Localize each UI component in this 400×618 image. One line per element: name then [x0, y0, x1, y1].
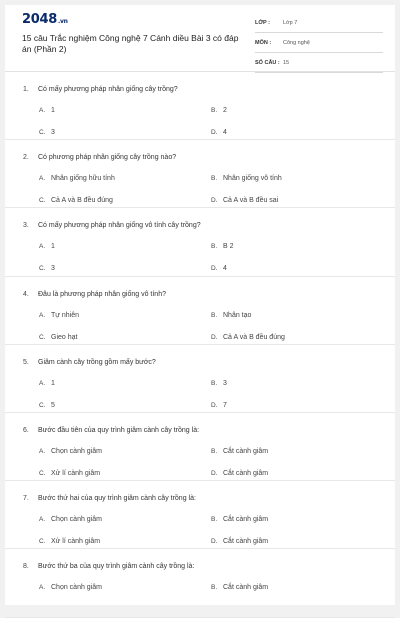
option-letter: D. [211, 129, 218, 136]
option-letter: C. [39, 333, 46, 341]
answer-option[interactable] [39, 470, 100, 477]
answer-option[interactable] [39, 402, 55, 409]
question-item [5, 549, 395, 617]
option-text: Nhân tạo [223, 311, 252, 319]
question-item [5, 277, 395, 345]
question-text: Giâm cành cây trồng gồm mấy bước? [38, 358, 156, 366]
option-letter: D. [211, 469, 218, 477]
answer-option[interactable] [39, 538, 100, 545]
answer-option[interactable] [211, 175, 282, 182]
option-text: 2 [223, 107, 227, 114]
option-text: 5 [51, 401, 55, 409]
answer-option[interactable] [39, 334, 77, 341]
answer-option[interactable] [39, 107, 55, 114]
question-number: 4. [23, 290, 29, 298]
option-letter: B. [211, 516, 218, 524]
option-letter: A. [39, 243, 46, 251]
question-text: Có mấy phương pháp nhân giống vô tính cây trồng? [38, 222, 201, 230]
option-letter: C. [39, 197, 46, 205]
option-letter: C. [39, 469, 46, 477]
meta-info [255, 16, 383, 76]
meta-value: Công nghệ [283, 40, 310, 46]
option-letter: B. [211, 107, 218, 114]
answer-option[interactable] [211, 197, 278, 204]
option-text: Xử lí cành giâm [51, 538, 101, 546]
meta-label: LỚP : [255, 20, 270, 26]
meta-label: SỐ CÂU : [255, 60, 280, 66]
question-text: Bước thứ hai của quy trình giâm cành cây trồng là: [38, 495, 196, 503]
option-text: Chọn cành giâm [51, 584, 102, 592]
question-item [5, 481, 395, 549]
option-text: 3 [223, 379, 227, 387]
option-text: Cắt cành giâm [223, 584, 269, 592]
option-letter: A. [39, 379, 46, 387]
question-list [5, 72, 395, 618]
answer-option[interactable] [39, 380, 55, 387]
answer-option[interactable] [211, 516, 268, 523]
option-text: Cả A và B đều sai [223, 197, 279, 205]
question-number: 3. [23, 222, 29, 230]
option-text: Cắt cành giâm [223, 469, 269, 477]
option-letter: B. [211, 243, 218, 251]
question-number: 6. [23, 426, 29, 434]
answer-option[interactable] [211, 402, 227, 409]
option-text: Nhân giống vô tính [223, 175, 282, 183]
option-letter: D. [211, 401, 218, 409]
option-text: 4 [223, 129, 227, 136]
answer-option[interactable] [39, 175, 115, 182]
question-item [5, 208, 395, 276]
option-text: Cả A và B đều đúng [223, 333, 285, 341]
answer-option[interactable] [39, 129, 55, 136]
worksheet-page [5, 5, 395, 605]
option-letter: D. [211, 197, 218, 205]
option-text: 1 [51, 243, 55, 251]
option-text: Chọn cành giâm [51, 447, 102, 455]
question-item [5, 413, 395, 481]
answer-option[interactable] [39, 516, 102, 523]
question-item [5, 72, 395, 140]
question-text: Bước đầu tiên của quy trình giâm cành cây trồng là: [38, 426, 200, 434]
answer-option[interactable] [211, 265, 227, 272]
meta-value: Lớp 7 [283, 20, 298, 26]
answer-option[interactable] [211, 129, 227, 136]
worksheet-header [5, 5, 395, 71]
option-text: 4 [223, 265, 227, 273]
answer-option[interactable] [39, 312, 79, 319]
option-letter: C. [39, 265, 46, 273]
answer-option[interactable] [211, 448, 268, 455]
option-letter: C. [39, 538, 46, 546]
site-logo[interactable] [22, 12, 68, 27]
question-number: 5. [23, 358, 29, 366]
option-text: Tự nhiên [51, 311, 80, 319]
answer-option[interactable] [211, 243, 234, 250]
option-letter: A. [39, 175, 46, 183]
question-item [5, 140, 395, 208]
option-text: 1 [51, 107, 55, 114]
logo-sub: .vn [57, 18, 68, 25]
option-text: Chọn cành giâm [51, 516, 102, 524]
option-letter: B. [211, 584, 218, 592]
option-letter: B. [211, 311, 218, 319]
option-letter: B. [211, 447, 218, 455]
question-number: 8. [23, 563, 29, 571]
question-text: Bước thứ ba của quy trình giâm cành cây trồng là: [38, 563, 195, 571]
answer-option[interactable] [211, 470, 268, 477]
answer-option[interactable] [39, 265, 55, 272]
option-letter: B. [211, 379, 218, 387]
answer-option[interactable] [39, 584, 102, 591]
answer-option[interactable] [211, 380, 227, 387]
question-number: 7. [23, 495, 29, 503]
meta-row-subject [255, 36, 383, 53]
answer-option[interactable] [39, 197, 113, 204]
option-text: Cắt cành giâm [223, 447, 269, 455]
answer-option[interactable] [39, 448, 102, 455]
question-number: 1. [23, 86, 29, 93]
logo-main: 2048 [22, 12, 57, 27]
option-text: Nhân giống hữu tính [51, 175, 115, 183]
option-text: B 2 [223, 243, 234, 251]
option-text: Gieo hạt [51, 333, 78, 341]
question-text: Có phương pháp nhân giống cây trồng nào? [38, 154, 177, 162]
answer-option[interactable] [211, 334, 285, 341]
option-text: Cắt cành giâm [223, 516, 269, 524]
option-text: 3 [51, 129, 55, 136]
option-letter: A. [39, 584, 46, 592]
document-title: 15 câu Trắc nghiệm Công nghệ 7 Cánh diều Bài 3 có đáp án (Phần 2) [22, 33, 239, 54]
option-text: Cả A và B đều đúng [51, 197, 113, 205]
option-text: 3 [51, 265, 55, 273]
meta-label: MÔN : [255, 40, 272, 46]
option-letter: C. [39, 401, 46, 409]
option-letter: D. [211, 538, 218, 546]
option-letter: C. [39, 129, 46, 136]
option-letter: D. [211, 265, 218, 273]
option-text: Cắt cành giâm [223, 538, 269, 546]
option-letter: D. [211, 333, 218, 341]
option-text: Xử lí cành giâm [51, 469, 101, 477]
option-letter: B. [211, 175, 218, 183]
question-number: 2. [23, 154, 29, 162]
option-letter: A. [39, 311, 46, 319]
answer-option[interactable] [39, 243, 55, 250]
meta-row-class [255, 16, 383, 33]
option-letter: A. [39, 447, 46, 455]
answer-option[interactable] [211, 584, 268, 591]
option-text: 7 [223, 401, 227, 409]
answer-option[interactable] [211, 107, 227, 114]
option-text: 1 [51, 379, 55, 387]
meta-value: 15 [283, 60, 290, 66]
option-letter: A. [39, 516, 46, 524]
answer-option[interactable] [211, 312, 251, 319]
question-text: Có mấy phương pháp nhân giống cây trồng? [38, 86, 178, 93]
question-item [5, 345, 395, 413]
question-text: Đâu là phương pháp nhân giống vô tính? [38, 290, 166, 298]
answer-option[interactable] [211, 538, 268, 545]
option-letter: A. [39, 107, 46, 114]
